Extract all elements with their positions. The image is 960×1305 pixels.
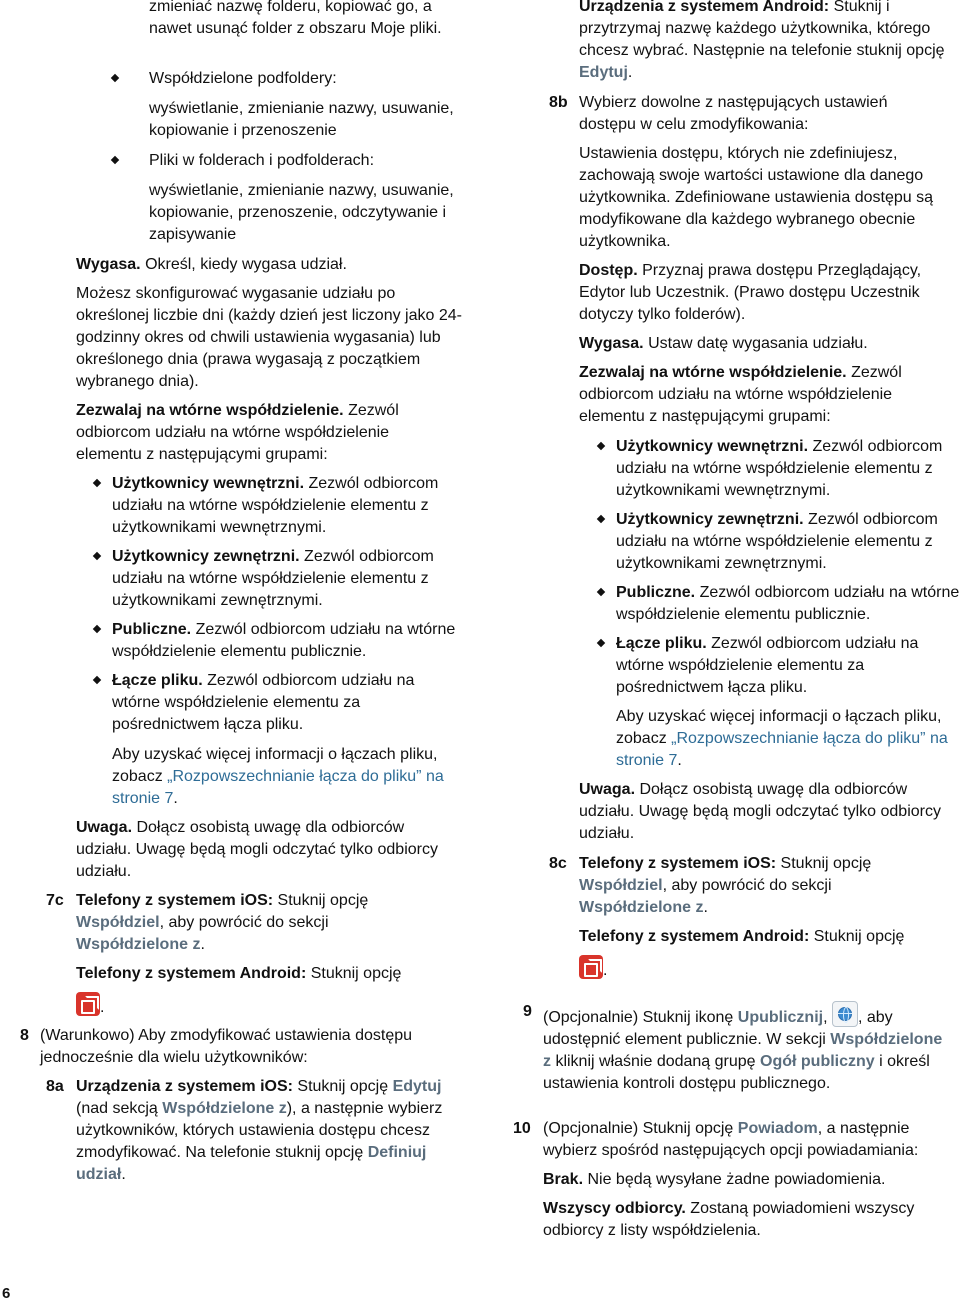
file-link-text [112, 670, 457, 736]
step-8b-text: Wybierz dowolne z następujących ustawień dostępu w celu zmodyfikowania: [579, 94, 888, 133]
all-recipients-para [543, 1198, 958, 1242]
more-info-end: . [677, 752, 682, 769]
reshare-para [579, 362, 949, 428]
shared-with-option[interactable]: Współdzielone z [76, 936, 201, 953]
reshare-para [76, 400, 456, 466]
ios-end: . [200, 936, 205, 953]
share-copy-icon[interactable] [76, 992, 100, 1016]
public-group-option[interactable]: Ogół publiczny [760, 1053, 875, 1070]
bullet-icon [597, 588, 605, 596]
note-para [76, 817, 461, 883]
files-label: Pliki w folderach i podfolderach: [149, 152, 375, 169]
none-text: Nie będą wysyłane żadne powiadomienia. [583, 1171, 886, 1188]
edit-option[interactable]: Edytuj [392, 1078, 442, 1095]
internal-desc: Zezwól odbiorcom udziału na wtórne współdzielenie elementu z użytkownikami wewnętrznymi. [616, 438, 943, 499]
step9-text: (Opcjonalnie) Stuknij ikonę [543, 1009, 738, 1026]
android-end: . [627, 64, 633, 81]
ios-end: . [703, 899, 708, 916]
bullet-icon [93, 625, 101, 633]
public-desc: Zezwól odbiorcom udziału na wtórne współdzielenie elementu publicznie. [112, 621, 456, 660]
android-text: Stuknij opcję [809, 928, 905, 945]
step-number: 7c [46, 892, 64, 909]
step10-text: (Opcjonalnie) Stuknij opcję [543, 1120, 738, 1137]
internal-users-text [112, 473, 457, 539]
internal-bold: Użytkownicy wewnętrzni. [616, 438, 809, 455]
external-bold: Użytkownicy zewnętrzni. [616, 511, 804, 528]
all-bold: Wszyscy odbiorcy. [543, 1200, 686, 1217]
all-text: Zostaną powiadomieni wszyscy odbiorcy z listy współdzielenia. [543, 1200, 915, 1239]
ios-text-2: , aby powrócić do sekcji [662, 877, 832, 894]
link-bold: Łącze pliku. [616, 635, 707, 652]
step-8a-text [76, 1076, 462, 1186]
expiry-heading [76, 254, 476, 276]
more-info-para [112, 744, 457, 810]
android-text: Stuknij opcję [306, 965, 402, 982]
bullet-icon [93, 479, 101, 487]
android-bold: Urządzenia z systemem Android: [579, 0, 830, 15]
public-desc: Zezwól odbiorcom udziału na wtórne współdzielenie elementu publicznie. [616, 584, 960, 623]
ios-bold: Urządzenia z systemem iOS: [76, 1078, 293, 1095]
step-8b-desc: Ustawienia dostępu, których nie zdefiniujesz, zachowają swoje wartości ustawione dla danego użytkownika. Zdefiniowane ustawienia dostępu są modyfikowane dla każdego wybranego obecnie użytkownika. [579, 145, 933, 250]
public-bold: Publiczne. [616, 584, 696, 601]
more-info-text: Aby uzyskać więcej informacji o łączach pliku, zobacz [112, 746, 438, 785]
rename-folder-text: zmieniać nazwę folderu, kopiować go, a nawet usunąć folder z obszaru Moje pliki. [149, 0, 442, 37]
reshare-bold: Zezwalaj na wtórne współdzielenie. [76, 402, 344, 419]
external-bold: Użytkownicy zewnętrzni. [112, 548, 300, 565]
android-bold: Telefony z systemem Android: [579, 928, 810, 945]
link-desc: Zezwól odbiorcom udziału na wtórne współdzielenie elementu za pośrednictwem łącza pliku. [112, 672, 415, 733]
shared-with-option[interactable]: Współdzielone z [579, 899, 704, 916]
bullet-icon [111, 156, 119, 164]
access-para [579, 260, 960, 326]
more-info-text: Aby uzyskać więcej informacji o łączach pliku, zobacz [616, 708, 942, 747]
step-number: 10 [513, 1120, 531, 1137]
reshare-text: Zezwól odbiorcom udziału na wtórne współdzielenie elementu z następującymi grupami: [579, 364, 902, 425]
android-end: . [603, 962, 608, 979]
note-bold: Uwaga. [579, 781, 636, 798]
reshare-bold: Zezwalaj na wtórne współdzielenie. [579, 364, 847, 381]
step9-sep: , [823, 1009, 832, 1026]
android-bold: Telefony z systemem Android: [76, 965, 307, 982]
none-para [543, 1169, 958, 1191]
notify-option[interactable]: Powiadom [737, 1120, 818, 1137]
bullet-icon [597, 442, 605, 450]
internal-bold: Użytkownicy wewnętrzni. [112, 475, 305, 492]
step-10-text [543, 1118, 958, 1162]
external-desc: Zezwól odbiorcom udziału na wtórne współdzielenie elementu z użytkownikami zewnętrznymi. [112, 548, 434, 609]
internal-desc: Zezwól odbiorcom udziału na wtórne współdzielenie elementu z użytkownikami wewnętrznymi. [112, 475, 439, 536]
step-number: 8 [20, 1027, 29, 1044]
step9-text-3: kliknij właśnie dodaną grupę [551, 1053, 761, 1070]
step-8c-ios [579, 853, 919, 919]
ios-bold: Telefony z systemem iOS: [579, 855, 777, 872]
step-number: 8b [549, 94, 568, 111]
step9-text-2: , aby udostępnić element publicznie. W sekcji [543, 1009, 893, 1048]
ios-text-2: , aby powrócić do sekcji [159, 914, 329, 931]
link-desc: Zezwól odbiorcom udziału na wtórne współdzielenie elementu za pośrednictwem łącza pliku. [616, 635, 919, 696]
reshare-text: Zezwól odbiorcom udziału na wtórne współdzielenie elementu z następującymi grupami: [76, 402, 399, 463]
make-public-option[interactable]: Upublicznij [737, 1009, 824, 1026]
step-9-text [543, 1001, 953, 1095]
expiry-desc: Możesz skonfigurować wygasanie udziału po określonej liczbie dni (każdy dzień jest liczony jako 24-godzinny okres od chwili ustawienia wygasania) lub określonego dnia (prawa wygasają z początkiem wybranego dnia). [76, 285, 462, 390]
step-number: 8a [46, 1078, 64, 1095]
public-text [112, 619, 457, 663]
android-icon-line [76, 992, 104, 1019]
share-option[interactable]: Współdziel [76, 914, 160, 931]
step-8c-android [579, 926, 959, 948]
define-share-option[interactable]: Definiuj udział [76, 1144, 427, 1183]
external-users-text [112, 546, 457, 612]
step10-text-2: , a następnie wybierz spośród następujących opcji powiadamiania: [543, 1120, 919, 1159]
shared-with-option[interactable]: Współdzielone z [543, 1031, 943, 1070]
ios-text-3: ), a następnie wybierz użytkowników, których ustawienia dostępu chcesz zmodyfikować. Na telefonie stuknij opcję [76, 1100, 443, 1161]
android-end: . [100, 999, 105, 1016]
more-info-end: . [173, 790, 178, 807]
ios-text: Stuknij opcję [273, 892, 369, 909]
edit-option[interactable]: Edytuj [579, 64, 628, 81]
share-option[interactable]: Współdziel [579, 877, 663, 894]
bullet-icon [93, 552, 101, 560]
access-bold: Dostęp. [579, 262, 638, 279]
bullet-icon [93, 676, 101, 684]
step-number: 9 [523, 1003, 532, 1020]
ios-text: Stuknij opcję [292, 1078, 393, 1095]
note-bold: Uwaga. [76, 819, 133, 836]
step-number: 8c [549, 855, 567, 872]
page-number: 6 [2, 1285, 11, 1302]
files-desc: wyświetlanie, zmienianie nazwy, usuwanie, kopiowanie, przenoszenie, odczytywanie i zapisywanie [149, 182, 454, 243]
shared-with-option[interactable]: Współdzielone z [162, 1100, 287, 1117]
bullet-icon [597, 639, 605, 647]
none-bold: Brak. [543, 1171, 584, 1188]
ios-end: . [121, 1166, 126, 1183]
android-devices-para [579, 0, 960, 84]
external-desc: Zezwól odbiorcom udziału na wtórne współdzielenie elementu z użytkownikami zewnętrznymi. [616, 511, 938, 572]
android-text: Stuknij i przytrzymaj nazwę każdego użytkownika, którego chcesz wybrać. Następnie na telefonie stuknij opcję [579, 0, 945, 59]
android-icon-line [579, 955, 607, 982]
distribute-link[interactable]: „Rozpowszechnianie łącza do pliku” na stronie 7 [616, 730, 948, 769]
ios-text-2: (nad sekcją [76, 1100, 163, 1117]
access-text: Przyznaj prawa dostępu Przeglądający, Edytor lub Uczestnik. (Prawo dostępu Uczestnik dotyczy tylko folderów). [579, 262, 922, 323]
expiry-bold: Wygasa. [579, 335, 644, 352]
share-copy-icon[interactable] [579, 955, 603, 979]
distribute-link[interactable]: „Rozpowszechnianie łącza do pliku” na stronie 7 [112, 768, 444, 807]
ios-text: Stuknij opcję [776, 855, 872, 872]
public-text [616, 582, 960, 626]
expiry-text: Ustaw datę wygasania udziału. [643, 335, 868, 352]
step-7c-ios [76, 890, 416, 956]
ios-bold: Telefony z systemem iOS: [76, 892, 274, 909]
external-users-text [616, 509, 960, 575]
note-para [579, 779, 960, 845]
file-link-text [616, 633, 960, 699]
internal-users-text [616, 436, 960, 502]
link-bold: Łącze pliku. [112, 672, 203, 689]
note-text: Dołącz osobistą uwagę dla odbiorców udziału. Uwagę będą mogli odczytać tylko odbiorcy udziału. [579, 781, 941, 842]
globe-icon[interactable] [832, 1001, 858, 1027]
step-8-text: (Warunkowo) Aby zmodyfikować ustawienia dostępu jednocześnie dla wielu użytkowników: [40, 1027, 413, 1066]
expiry-para [579, 333, 960, 355]
note-text: Dołącz osobistą uwagę dla odbiorców udziału. Uwagę będą mogli odczytać tylko odbiorcy udziału. [76, 819, 438, 880]
bullet-icon [111, 74, 119, 82]
public-bold: Publiczne. [112, 621, 192, 638]
bullet-icon [597, 515, 605, 523]
expiry-text: Określ, kiedy wygasa udział. [140, 256, 347, 273]
expiry-bold: Wygasa. [76, 256, 141, 273]
more-info-para [616, 706, 960, 772]
shared-subfolders-desc: wyświetlanie, zmienianie nazwy, usuwanie, kopiowanie i przenoszenie [149, 100, 454, 139]
step-7c-android [76, 963, 456, 985]
step9-text-4: i określ ustawienia kontroli dostępu publicznego. [543, 1053, 930, 1092]
shared-subfolders-label: Współdzielone podfoldery: [149, 70, 337, 87]
